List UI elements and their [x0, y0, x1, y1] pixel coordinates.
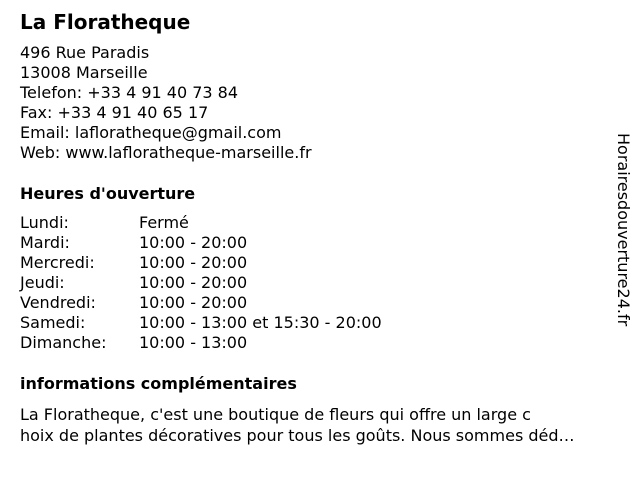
business-description [20, 404, 620, 446]
day-label: Vendredi: [20, 293, 96, 312]
email-address: Email: lafloratheque@gmail.com [20, 123, 282, 142]
hours-row-friday [20, 293, 382, 313]
day-hours: 10:00 - 20:00 [139, 253, 248, 272]
day-hours: 10:00 - 20:00 [139, 273, 248, 292]
hours-row-tuesday [20, 233, 382, 253]
hours-row-monday [20, 213, 382, 233]
hours-row-saturday [20, 313, 382, 333]
day-hours: 10:00 - 20:00 [139, 293, 248, 312]
day-hours: 10:00 - 13:00 et 15:30 - 20:00 [139, 313, 382, 332]
day-hours: 10:00 - 13:00 [139, 333, 248, 352]
day-label: Lundi: [20, 213, 69, 232]
additional-info-heading: informations complémentaires [20, 374, 297, 393]
phone-number: Telefon: +33 4 91 40 73 84 [20, 83, 239, 102]
opening-hours-heading: Heures d'ouverture [20, 184, 196, 203]
address-city: 13008 Marseille [20, 63, 148, 82]
hours-row-thursday [20, 273, 382, 293]
address-street: 496 Rue Paradis [20, 43, 150, 62]
business-name: La Floratheque [20, 10, 191, 34]
day-label: Dimanche: [20, 333, 107, 352]
hours-row-wednesday [20, 253, 382, 273]
day-label: Jeudi: [20, 273, 65, 292]
day-hours: Fermé [139, 213, 189, 232]
day-hours: 10:00 - 20:00 [139, 233, 248, 252]
contact-block [20, 43, 312, 163]
description-line: La Floratheque, c'est une boutique de fleurs qui offre un large c [20, 405, 531, 424]
description-line: hoix de plantes décoratives pour tous les goûts. Nous sommes déd… [20, 426, 575, 445]
site-watermark: Horairesdouverture24.fr [614, 133, 633, 327]
day-label: Samedi: [20, 313, 86, 332]
website: Web: www.lafloratheque-marseille.fr [20, 143, 312, 162]
opening-hours-table [20, 213, 382, 353]
day-label: Mardi: [20, 233, 70, 252]
hours-row-sunday [20, 333, 382, 353]
day-label: Mercredi: [20, 253, 95, 272]
fax-number: Fax: +33 4 91 40 65 17 [20, 103, 209, 122]
